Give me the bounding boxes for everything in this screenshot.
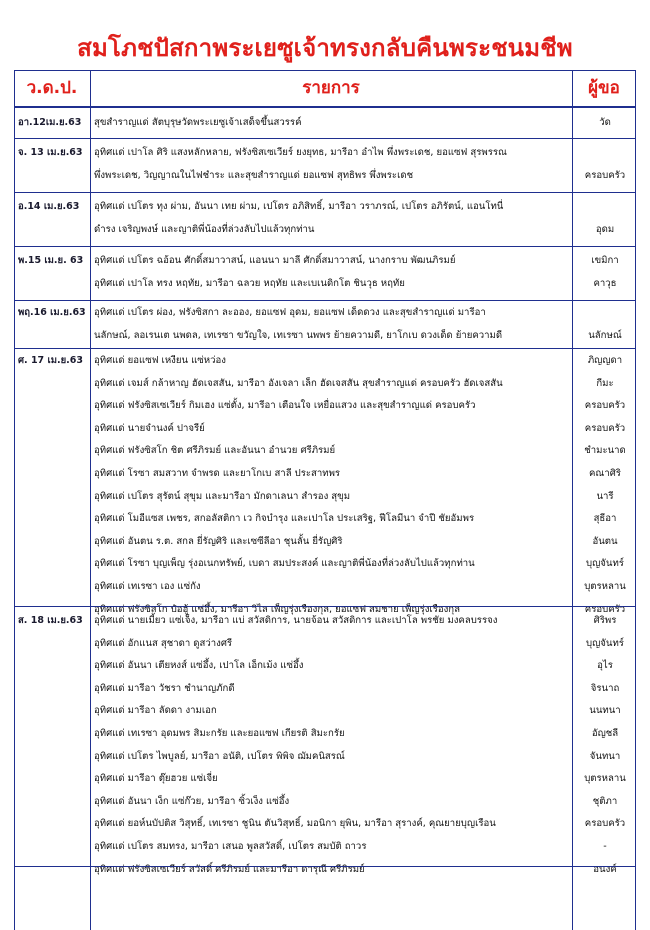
row-date: อา.12เม.ย.63: [18, 116, 82, 128]
intention-line: อุทิศแด่ เปโตร สมทรง, มารีอา เสนอ พูลสวัสดิ์, เปโตร สมบัติ ถาวร: [94, 840, 367, 852]
requester-name: ครอบครัว: [584, 400, 626, 412]
requester-name: บุญจันทร์: [586, 637, 624, 649]
intention-line: อุทิศแด่ อันนา เตียหงส์ แซ่อึ้ง, เปาโล เอ็กเม้ง แซ่อึ้ง: [94, 660, 304, 672]
intention-line: อุทิศแด่ เทเรซา อุดมพร สิมะกรัย และยอแซฟ เกียรติ สิมะกรัย: [94, 727, 345, 739]
requester-name: นารี: [596, 490, 614, 502]
intention-line: อุทิศแด่ ยอห์นบัปติส วิสุทธิ์, เทเรซา ชูนิน ตันวิสุทธิ์, มอนิกา ยุพิน, มารีอา สุรางค์, คุณยายบุญเรือน: [94, 818, 496, 830]
row-requesters: [574, 302, 636, 347]
requester-name: ครอบครัว: [584, 603, 626, 615]
table-top-border: [14, 70, 636, 71]
row-date: ส. 18 เม.ย.63: [18, 615, 83, 626]
requester-name: คณาศิริ: [589, 467, 621, 479]
row-date: พฤ.16 เม.ย.63: [18, 307, 86, 318]
requester-name: ครอบครัว: [584, 169, 626, 181]
requester-name: ครอบครัว: [584, 818, 626, 830]
intention-line: อุทิศแด่ ยอแซฟ เหงียน แซ่หว่อง: [94, 355, 226, 366]
row-date: จ. 13 เม.ย.63: [18, 147, 83, 159]
row-items: [94, 302, 568, 347]
requester-name: เขมิกา: [591, 255, 619, 267]
requester-name: กีมะ: [596, 377, 614, 389]
requester-name: วัด: [599, 116, 611, 128]
row-items: [94, 142, 568, 187]
requester-name: อนงค์: [593, 863, 617, 875]
header-requester: ผู้ขอ: [588, 78, 620, 98]
intention-line: อุทิศแด่ อันนา เง็ก แซ่ก๊วย, มารีอา ซิ้วเง็ง แซ่อึ้ง: [94, 795, 290, 807]
row-requesters: [574, 142, 636, 187]
requester-name: จันทนา: [589, 750, 621, 762]
header-date: ว.ด.ป.: [26, 78, 78, 98]
intention-line: อุทิศแด่ เปโตร ฉอ้อน ศักดิ์สมาวาสน์, แอนนา มาลี ศักดิ์สมาวาสน์, นางกราบ พัฒนภิรมย์: [94, 255, 456, 267]
intention-line: อุทิศแด่ เจมส์ กล้าหาญ ฮัดเจสสัน, มารีอา อังเจลา เล็ก ฮัดเจสสัน สุขสำราญแด่ ครอบครัว ฮัดเจสสัน: [94, 377, 503, 389]
requester-name: คาวุธ: [593, 277, 617, 289]
intention-line: อุทิศแด่ เปโตร สุรัตน์ สุขุม และมารีอา มักดาเลนา สำรอง สุขุม: [94, 490, 351, 502]
row-divider: [14, 246, 636, 247]
intention-line: อุทิศแด่ ฟรังซิสเซเวียร์ กิมเฮง แซ่ตั้ง, มารีอา เตือนใจ เหยื่อแสวง และสุขสำราญแด่ ครอบครัว: [94, 400, 476, 412]
intention-line: อุทิศแด่ เปาโล ศิริ แสงหลักหลาย, ฟรังซิสเซเวียร์ ยงยุทธ, มารีอา อำไพ พึ่งพระเดช, ยอแซฟ สุรพรรณ: [94, 147, 507, 159]
requester-name: อัญชลี: [591, 727, 619, 739]
intention-line: อุทิศแด่ เปโตร ไพบูลย์, มารีอา อนัติ, เปโตร พิพิจ ฌัมคนิสรณ์: [94, 750, 345, 762]
intention-line: อุทิศแด่ อันตน ร.ต. สกล ยี่รัญศิริ และเซซีลีอา ชุนลั้น ยี่รัญศิริ: [94, 535, 343, 547]
row-items: [94, 350, 568, 621]
intention-line: อุทิศแด่ มารีอา ลัดดา งามเอก: [94, 705, 217, 717]
intention-line: อุทิศแด่ ฟรังซิสโก ป๋อฮู้ แซ่อึ้ง, มารีอา วิไล เพ็ญรุ่งเรืองกุล, ยอแซฟ สมชาย เพ็ญรุ่งเรืองกุล: [94, 603, 460, 615]
intention-line: อุทิศแด่ มารีอา ตุ๊ยฮวย แซ่เจี่ย: [94, 773, 218, 785]
requester-name: [574, 302, 636, 325]
row-requesters: [574, 250, 636, 295]
row-requesters: [574, 350, 636, 621]
header-bottom-border: [14, 106, 636, 108]
intention-line: อุทิศแด่ โรซา บุญเพ็ญ รุ่งอเนกทรัพย์, เบดา สมประสงค์ และญาติพี่น้องที่ล่วงลับไปแล้วทุกท่าน: [94, 558, 475, 570]
requester-name: ภิญญดา: [587, 355, 623, 366]
row-items: [94, 196, 568, 241]
requester-name: ชำมะนาด: [584, 445, 626, 457]
intention-line: อุทิศแด่ เปาโล ทรง หฤทัย, มารีอา ฉลวย หฤทัย และเบเนดิกโต ชินวุธ หฤทัย: [94, 277, 405, 289]
intention-line: อุทิศแด่ นายเมี้ยว แซ่เจ็ง, มารีอา แบ่ สวัสดิการ, นายจ้อน สวัสดิการ และเปาโล พรชัย มงคลบรรจง: [94, 615, 498, 626]
intention-line: สุขสำราญแด่ สัตบุรุษวัดพระเยซูเจ้าเสด็จขึ้นสวรรค์: [94, 116, 302, 128]
intention-line: อุทิศแด่ อักแนส สุชาดา ดูสว่างศรี: [94, 637, 233, 649]
intention-line: อุทิศแด่ เทเรซา เอง แซ่กัง: [94, 580, 201, 592]
intention-line: อุทิศแด่ เปโตร ทุง ผ่าม, อันนา เทย ผ่าม, เปโตร อภิสิทธิ์, มารีอา วราภรณ์, เปโตร อภิรัตน์, แอนโทนี่: [94, 201, 504, 213]
table-row: [14, 194, 636, 244]
requester-name: นลักษณ์: [588, 329, 622, 341]
row-items: [94, 610, 568, 881]
requester-name: ศิริพร: [593, 615, 617, 626]
table-row: [14, 140, 636, 190]
intention-line: พึ่งพระเดช, วิญญาณในไฟชำระ และสุขสำราญแด่ ยอแซฟ สุทธิพร พึ่งพระเดช: [94, 169, 414, 181]
requester-name: [574, 142, 636, 165]
header-items: รายการ: [302, 78, 360, 98]
intention-line: อุทิศแด่ โรซา สมสวาท จำพรด และยาโกเบ สาลี ประสาทพร: [94, 467, 341, 479]
row-requesters: [574, 610, 636, 881]
row-items: [94, 250, 568, 295]
requester-name: -: [603, 840, 607, 852]
row-requesters: [574, 196, 636, 241]
row-divider: [14, 348, 636, 349]
intention-line: อุทิศแด่ มารีอา วัชรา ชำนาญภักดี: [94, 682, 235, 694]
row-divider: [14, 300, 636, 301]
requester-name: ชุติภา: [592, 795, 618, 807]
row-items: [94, 112, 568, 135]
intention-line: อุทิศแด่ ฟรังซิสโก ชิต ศรีภิรมย์ และอันนา อำนวย ศรีภิรมย์: [94, 445, 336, 457]
table-row: [14, 302, 636, 346]
intention-line: นลักษณ์, ลอเรนเต นพดล, เทเรซา ขวัญใจ, เทเรซา นพพร ย้ายความดี, ยาโกเบ ดวงเด็ด ย้ายความดี: [94, 329, 503, 341]
requester-name: อุไร: [597, 660, 613, 672]
page-title: สมโภชปัสกาพระเยซูเจ้าทรงกลับคืนพระชนมชีพ: [77, 34, 573, 62]
requester-name: บุญจันทร์: [586, 558, 624, 570]
table-row: [14, 350, 636, 615]
row-requesters: [574, 112, 636, 135]
row-date: พ.15 เม.ย. 63: [18, 255, 84, 267]
intention-line: อุทิศแด่ โมอีแซส เพชร, สกอลัสติกา เว กิจบำรุง และเปาโล ประเสริฐ, ฟีโลมีนา จำปี ชัยอัมพร: [94, 513, 475, 525]
row-divider: [14, 866, 636, 867]
requester-name: นนทนา: [589, 705, 621, 717]
table-row: [14, 248, 636, 298]
intention-line: ดำรง เจริญพงษ์ และญาติพี่น้องที่ล่วงลับไปแล้วทุกท่าน: [94, 223, 315, 235]
requester-name: อันตน: [592, 535, 618, 547]
requester-name: จิรนาถ: [590, 682, 620, 694]
requester-name: อุดม: [595, 223, 615, 235]
table-row: [14, 610, 636, 875]
requester-name: บุตรหลาน: [584, 580, 626, 592]
row-divider: [14, 606, 636, 607]
intention-line: อุทิศแด่ เปโตร ผ่อง, ฟรังซิสกา ละออง, ยอแซฟ อุดม, ยอแซฟ เด็ดดวง และสุขสำราญแด่ มารีอา: [94, 307, 486, 318]
requester-name: สุธีอา: [593, 513, 617, 525]
intention-line: อุทิศแด่ ฟรังซิสเซเวียร์ สวัสดิ์ ศรีภิรมย์ และมารีอา ดารุณี ศรีภิรมย์: [94, 863, 365, 875]
requester-name: ครอบครัว: [584, 422, 626, 434]
requester-name: [574, 196, 636, 219]
row-divider: [14, 192, 636, 193]
intention-line: อุทิศแด่ นายจำนงค์ ปาจรีย์: [94, 422, 205, 434]
row-date: ศ. 17 เม.ย.63: [18, 355, 83, 366]
requester-name: บุตรหลาน: [584, 773, 626, 785]
row-date: อ.14 เม.ย.63: [18, 201, 80, 213]
table-row: [14, 110, 636, 136]
row-divider: [14, 138, 636, 139]
